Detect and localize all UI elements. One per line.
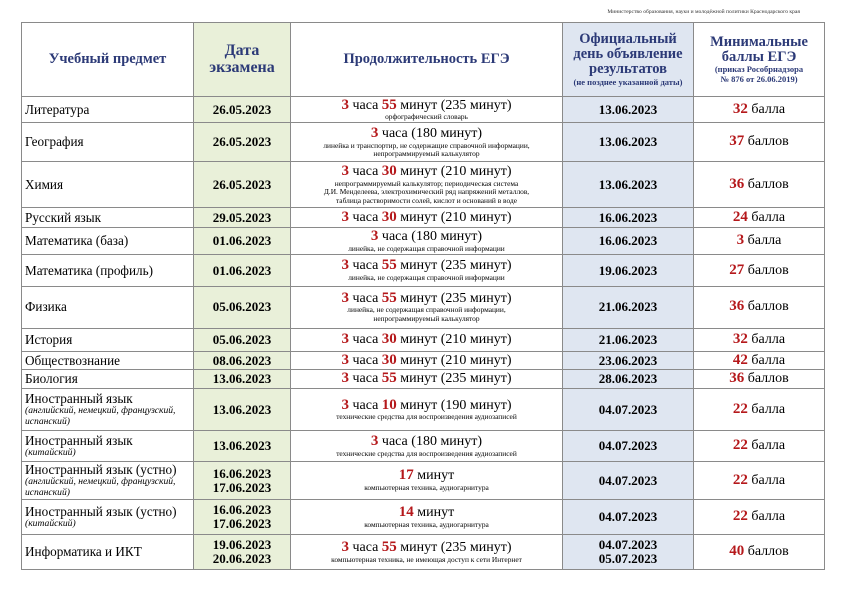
subject-name: Математика (база) — [25, 233, 129, 249]
duration-minutes-text: минут (210 минут) — [396, 352, 512, 368]
duration-text: часа — [348, 352, 382, 368]
duration-minutes-text: минут (210 минут) — [396, 209, 512, 225]
minimum-score-unit: балла — [747, 352, 786, 368]
exam-date-second: 17.06.2023 — [212, 479, 272, 495]
duration-main — [294, 434, 559, 450]
exam-date-cell — [194, 208, 291, 228]
results-date: 13.06.2023 — [598, 176, 658, 192]
table-row — [22, 97, 825, 123]
duration-text: часа — [348, 209, 382, 225]
duration-minutes-number: 30 — [381, 208, 397, 225]
allowed-materials-note: непрограммируемый калькулятор — [373, 313, 480, 323]
table-row — [22, 462, 825, 499]
duration-number: 3 — [370, 228, 379, 245]
exam-date-cell — [194, 351, 291, 370]
exam-date-cell — [194, 162, 291, 208]
duration-minutes-text: минут (235 минут) — [396, 97, 512, 113]
duration-cell — [291, 123, 563, 162]
duration-text: часа (180 минут) — [378, 434, 483, 450]
subject-languages: (английский, немецкий, французский, испанский) — [25, 476, 176, 498]
header-minimum-score — [694, 23, 825, 97]
duration-main — [294, 291, 559, 307]
results-date: 16.06.2023 — [598, 209, 658, 225]
results-date: 19.06.2023 — [598, 262, 658, 278]
table-header-row — [22, 23, 825, 97]
allowed-materials-note: компьютерная техника, аудиогарнитура — [364, 519, 489, 529]
results-date: 21.06.2023 — [598, 299, 658, 315]
exam-date-cell — [194, 97, 291, 123]
results-date: 21.06.2023 — [598, 331, 658, 347]
results-date-cell — [563, 162, 694, 208]
duration-cell — [291, 389, 563, 431]
table-row — [22, 370, 825, 389]
table-row — [22, 286, 825, 328]
minimum-score-cell — [694, 462, 825, 499]
subject-languages: (китайский) — [25, 517, 76, 529]
subject-name: История — [25, 331, 73, 347]
minimum-score-unit: балла — [747, 101, 786, 117]
subject-cell — [22, 255, 194, 286]
minimum-score-value: 40 — [729, 543, 745, 560]
subject-name: Информатика и ИКТ — [25, 544, 142, 560]
allowed-materials-note: линейка, не содержащая справочной информации, — [347, 305, 506, 315]
allowed-materials-note: линейка, не содержащая справочной информации — [348, 273, 505, 283]
duration-number: 3 — [370, 433, 379, 450]
duration-text: часа (180 минут) — [378, 125, 483, 141]
subject-name: Иностранный язык (устно) — [25, 503, 177, 519]
minimum-score-cell — [694, 255, 825, 286]
exam-date-cell — [194, 389, 291, 431]
duration-number: 3 — [341, 330, 349, 347]
subject-name: Физика — [25, 299, 67, 315]
allowed-materials-note: технические средства для воспроизведения аудиозаписей — [336, 448, 517, 458]
duration-cell — [291, 228, 563, 255]
minimum-score-cell — [694, 389, 825, 431]
minimum-score-unit: балла — [747, 331, 786, 347]
duration-main — [294, 258, 559, 274]
exam-date-cell — [194, 370, 291, 389]
results-date-cell — [563, 97, 694, 123]
subject-cell — [22, 328, 194, 351]
results-date: 04.07.2023 — [598, 537, 658, 553]
duration-text: часа — [348, 371, 382, 387]
results-date-cell — [563, 462, 694, 499]
minimum-score-cell — [694, 370, 825, 389]
minimum-score-value: 32 — [732, 100, 748, 117]
minimum-score-cell — [694, 535, 825, 570]
table-row — [22, 351, 825, 370]
allowed-materials-note: орфографический словарь — [385, 112, 468, 122]
minimum-score-cell — [694, 208, 825, 228]
subject-cell — [22, 389, 194, 431]
duration-number: 3 — [341, 539, 349, 555]
subject-name: Литература — [25, 101, 90, 117]
exam-date-second: 20.06.2023 — [212, 551, 272, 567]
results-date: 23.06.2023 — [598, 352, 658, 368]
subject-cell — [22, 208, 194, 228]
duration-number: 3 — [341, 163, 349, 180]
subject-name: Иностранный язык — [25, 433, 133, 449]
minimum-score-value: 24 — [732, 208, 748, 225]
duration-minutes-text: минут (190 минут) — [396, 397, 512, 413]
minimum-score-cell — [694, 351, 825, 370]
duration-text: часа — [348, 331, 382, 347]
table-row — [22, 255, 825, 286]
subject-name: Иностранный язык (устно) — [25, 462, 177, 478]
duration-text: минут — [413, 468, 455, 484]
table-row — [22, 328, 825, 351]
table-row — [22, 431, 825, 462]
minimum-score-value: 22 — [732, 437, 748, 454]
minimum-score-cell — [694, 499, 825, 535]
results-date: 04.07.2023 — [598, 438, 658, 454]
allowed-materials-note: Д.И. Менделеева, электрохимический ряд напряжений металлов, — [323, 187, 530, 197]
allowed-materials-note: непрограммируемый калькулятор — [373, 149, 480, 159]
duration-text: часа (180 минут) — [378, 229, 483, 245]
exam-date: 16.06.2023 — [212, 465, 272, 481]
duration-cell — [291, 351, 563, 370]
duration-main — [294, 468, 559, 484]
exam-date: 16.06.2023 — [212, 502, 272, 518]
exam-date: 08.06.2023 — [212, 352, 272, 368]
results-date-cell — [563, 286, 694, 328]
subject-cell — [22, 162, 194, 208]
duration-number: 3 — [341, 351, 349, 368]
allowed-materials-note: технические средства для воспроизведения аудиозаписей — [336, 412, 517, 422]
allowed-materials-note: непрограммируемый калькулятор; периодическая система — [334, 178, 519, 188]
duration-main — [294, 371, 559, 387]
minimum-score-cell — [694, 162, 825, 208]
exam-date: 26.05.2023 — [212, 134, 272, 150]
minimum-score-unit: балла — [747, 401, 786, 417]
allowed-materials-note: таблица растворимости солей, кислот и оснований в воде — [335, 195, 518, 205]
exam-date-cell — [194, 499, 291, 535]
minimum-score-value: 37 — [729, 133, 745, 150]
header-date-line-1: Дата — [224, 41, 260, 59]
duration-main — [294, 540, 559, 556]
exam-date-cell — [194, 535, 291, 570]
minimum-score-value: 22 — [732, 508, 748, 525]
header-subject: Учебный предмет — [22, 23, 194, 97]
table-row — [22, 123, 825, 162]
results-date-cell — [563, 499, 694, 535]
duration-text: часа — [348, 164, 382, 180]
minimum-score-unit: баллов — [744, 176, 789, 192]
duration-cell — [291, 255, 563, 286]
duration-minutes-text: минут (210 минут) — [396, 331, 512, 347]
duration-cell — [291, 208, 563, 228]
duration-number: 3 — [341, 257, 349, 274]
header-minimum-note-2: № 876 от 26.06.2019) — [720, 73, 798, 84]
subject-cell — [22, 462, 194, 499]
duration-main — [294, 126, 559, 142]
duration-number: 3 — [341, 208, 349, 225]
duration-cell — [291, 462, 563, 499]
duration-number: 3 — [341, 96, 349, 113]
ministry-caption: Министерство образования, науки и молодёжной политики Краснодарского края — [607, 9, 800, 15]
duration-minutes-number: 30 — [381, 351, 397, 368]
results-date: 28.06.2023 — [598, 371, 658, 387]
duration-main — [294, 353, 559, 369]
minimum-score-value: 32 — [732, 330, 748, 347]
allowed-materials-note: линейка и транспортир, не содержащие справочной информации, — [323, 140, 530, 150]
duration-cell — [291, 370, 563, 389]
results-date: 16.06.2023 — [598, 233, 658, 249]
duration-main — [294, 398, 559, 414]
duration-minutes-number: 55 — [381, 370, 397, 387]
minimum-score-value: 36 — [729, 175, 745, 192]
duration-cell — [291, 286, 563, 328]
exam-date: 01.06.2023 — [212, 233, 272, 249]
table-row — [22, 162, 825, 208]
duration-minutes-text: минут (235 минут) — [396, 290, 512, 306]
duration-cell — [291, 499, 563, 535]
subject-name: Математика (профиль) — [25, 262, 154, 278]
subject-languages: (китайский) — [25, 447, 76, 458]
exam-date: 19.06.2023 — [212, 537, 272, 553]
results-date: 04.07.2023 — [598, 509, 658, 525]
table-row — [22, 499, 825, 535]
subject-cell — [22, 286, 194, 328]
duration-number: 3 — [341, 396, 349, 413]
duration-cell — [291, 535, 563, 570]
duration-text: часа — [348, 97, 382, 113]
results-date-cell — [563, 370, 694, 389]
minimum-score-unit: балла — [747, 509, 786, 525]
minimum-score-value: 22 — [732, 400, 748, 417]
subject-cell — [22, 370, 194, 389]
allowed-materials-note: линейка, не содержащая справочной информации — [348, 243, 505, 253]
duration-main — [294, 229, 559, 245]
minimum-score-value: 3 — [736, 232, 745, 249]
duration-number: 3 — [341, 289, 349, 306]
exam-date: 29.05.2023 — [212, 209, 272, 225]
minimum-score-cell — [694, 286, 825, 328]
exam-date-cell — [194, 286, 291, 328]
subject-name: Химия — [25, 176, 64, 192]
duration-text: часа — [348, 397, 382, 413]
header-minimum-text: Минимальные баллы ЕГЭ — [710, 33, 808, 66]
results-date: 13.06.2023 — [598, 101, 658, 117]
results-date-cell — [563, 431, 694, 462]
results-date: 13.06.2023 — [598, 134, 658, 150]
results-date-second: 05.07.2023 — [598, 551, 658, 567]
subject-name: Русский язык — [25, 209, 101, 225]
exam-date-cell — [194, 431, 291, 462]
header-date-line-2: экзамена — [209, 58, 275, 76]
subject-languages: (английский, немецкий, французский, испанский) — [25, 405, 176, 427]
minimum-score-unit: баллов — [744, 371, 789, 387]
minimum-score-value: 42 — [732, 351, 748, 368]
subject-name: Обществознание — [25, 352, 121, 368]
subject-name: Иностранный язык — [25, 391, 133, 407]
duration-number: 14 — [398, 503, 414, 520]
duration-minutes-number: 55 — [381, 96, 397, 113]
duration-number: 17 — [398, 467, 414, 484]
minimum-score-unit: балла — [744, 233, 782, 249]
minimum-score-value: 36 — [729, 298, 745, 315]
duration-minutes-number: 30 — [381, 330, 397, 347]
duration-minutes-number: 55 — [381, 539, 397, 555]
minimum-score-cell — [694, 328, 825, 351]
exam-date: 26.05.2023 — [212, 176, 272, 192]
duration-minutes-text: минут (210 минут) — [396, 164, 512, 180]
duration-text: часа — [348, 290, 382, 306]
duration-minutes-number: 10 — [381, 396, 397, 413]
results-date: 04.07.2023 — [598, 472, 658, 488]
duration-minutes-number: 30 — [381, 163, 397, 180]
results-date-cell — [563, 328, 694, 351]
minimum-score-cell — [694, 123, 825, 162]
table-row — [22, 228, 825, 255]
results-date: 04.07.2023 — [598, 401, 658, 417]
duration-cell — [291, 328, 563, 351]
exam-date: 01.06.2023 — [212, 262, 272, 278]
exam-date-cell — [194, 228, 291, 255]
table-row — [22, 208, 825, 228]
minimum-score-unit: баллов — [744, 544, 789, 560]
minimum-score-unit: баллов — [744, 134, 789, 150]
duration-cell — [291, 97, 563, 123]
exam-date: 13.06.2023 — [212, 371, 272, 387]
duration-text: минут — [413, 504, 455, 520]
minimum-score-unit: балла — [747, 438, 786, 454]
subject-cell — [22, 431, 194, 462]
minimum-score-value: 22 — [732, 471, 748, 488]
exam-schedule-table — [21, 22, 825, 570]
duration-cell — [291, 431, 563, 462]
header-results-text: Официальный день объявление результатов — [573, 31, 683, 78]
results-date-cell — [563, 228, 694, 255]
duration-minutes-number: 55 — [381, 257, 397, 274]
header-results-note: (не позднее указанной даты) — [573, 76, 683, 87]
minimum-score-unit: балла — [747, 472, 786, 488]
exam-date: 13.06.2023 — [212, 401, 272, 417]
duration-minutes-text: минут (235 минут) — [396, 540, 512, 555]
header-duration: Продолжительность ЕГЭ — [291, 23, 563, 97]
exam-date: 13.06.2023 — [212, 438, 272, 454]
exam-date-cell — [194, 328, 291, 351]
duration-main — [294, 210, 559, 226]
minimum-score-cell — [694, 97, 825, 123]
exam-date: 26.05.2023 — [212, 101, 272, 117]
minimum-score-value: 36 — [729, 370, 745, 387]
duration-cell — [291, 162, 563, 208]
subject-cell — [22, 499, 194, 535]
header-results-day — [563, 23, 694, 97]
results-date-cell — [563, 255, 694, 286]
subject-cell — [22, 535, 194, 570]
minimum-score-unit: баллов — [744, 299, 789, 315]
minimum-score-cell — [694, 228, 825, 255]
subject-cell — [22, 351, 194, 370]
results-date-cell — [563, 351, 694, 370]
duration-main — [294, 98, 559, 114]
header-exam-date — [194, 23, 291, 97]
subject-cell — [22, 228, 194, 255]
duration-text: часа — [348, 540, 382, 555]
minimum-score-value: 27 — [729, 261, 745, 278]
results-date-cell — [563, 389, 694, 431]
subject-cell — [22, 123, 194, 162]
exam-date: 05.06.2023 — [212, 331, 272, 347]
minimum-score-unit: баллов — [744, 262, 789, 278]
subject-name: Биология — [25, 371, 78, 387]
subject-name: География — [25, 134, 84, 150]
allowed-materials-note: компьютерная техника, аудиогарнитура — [364, 483, 489, 493]
exam-date-cell — [194, 123, 291, 162]
header-minimum-note-1: (приказ Рособрнадзора — [714, 64, 804, 75]
duration-main — [294, 164, 559, 180]
duration-number: 3 — [370, 124, 379, 141]
duration-minutes-text: минут (235 минут) — [396, 258, 512, 274]
subject-cell — [22, 97, 194, 123]
duration-main — [294, 332, 559, 348]
minimum-score-cell — [694, 431, 825, 462]
duration-text: часа — [348, 258, 382, 274]
allowed-materials-note: компьютерная техника, не имеющая доступ к сети Интернет — [331, 554, 522, 564]
results-date-cell — [563, 208, 694, 228]
duration-minutes-text: минут (235 минут) — [396, 371, 512, 387]
results-date-cell — [563, 535, 694, 570]
exam-date-cell — [194, 255, 291, 286]
table-row — [22, 389, 825, 431]
duration-main — [294, 505, 559, 521]
exam-date: 05.06.2023 — [212, 299, 272, 315]
duration-number: 3 — [341, 370, 349, 387]
exam-date-cell — [194, 462, 291, 499]
duration-minutes-number: 55 — [381, 289, 397, 306]
exam-date-second: 17.06.2023 — [212, 515, 272, 531]
minimum-score-unit: балла — [747, 209, 786, 225]
table-row — [22, 535, 825, 570]
results-date-cell — [563, 123, 694, 162]
